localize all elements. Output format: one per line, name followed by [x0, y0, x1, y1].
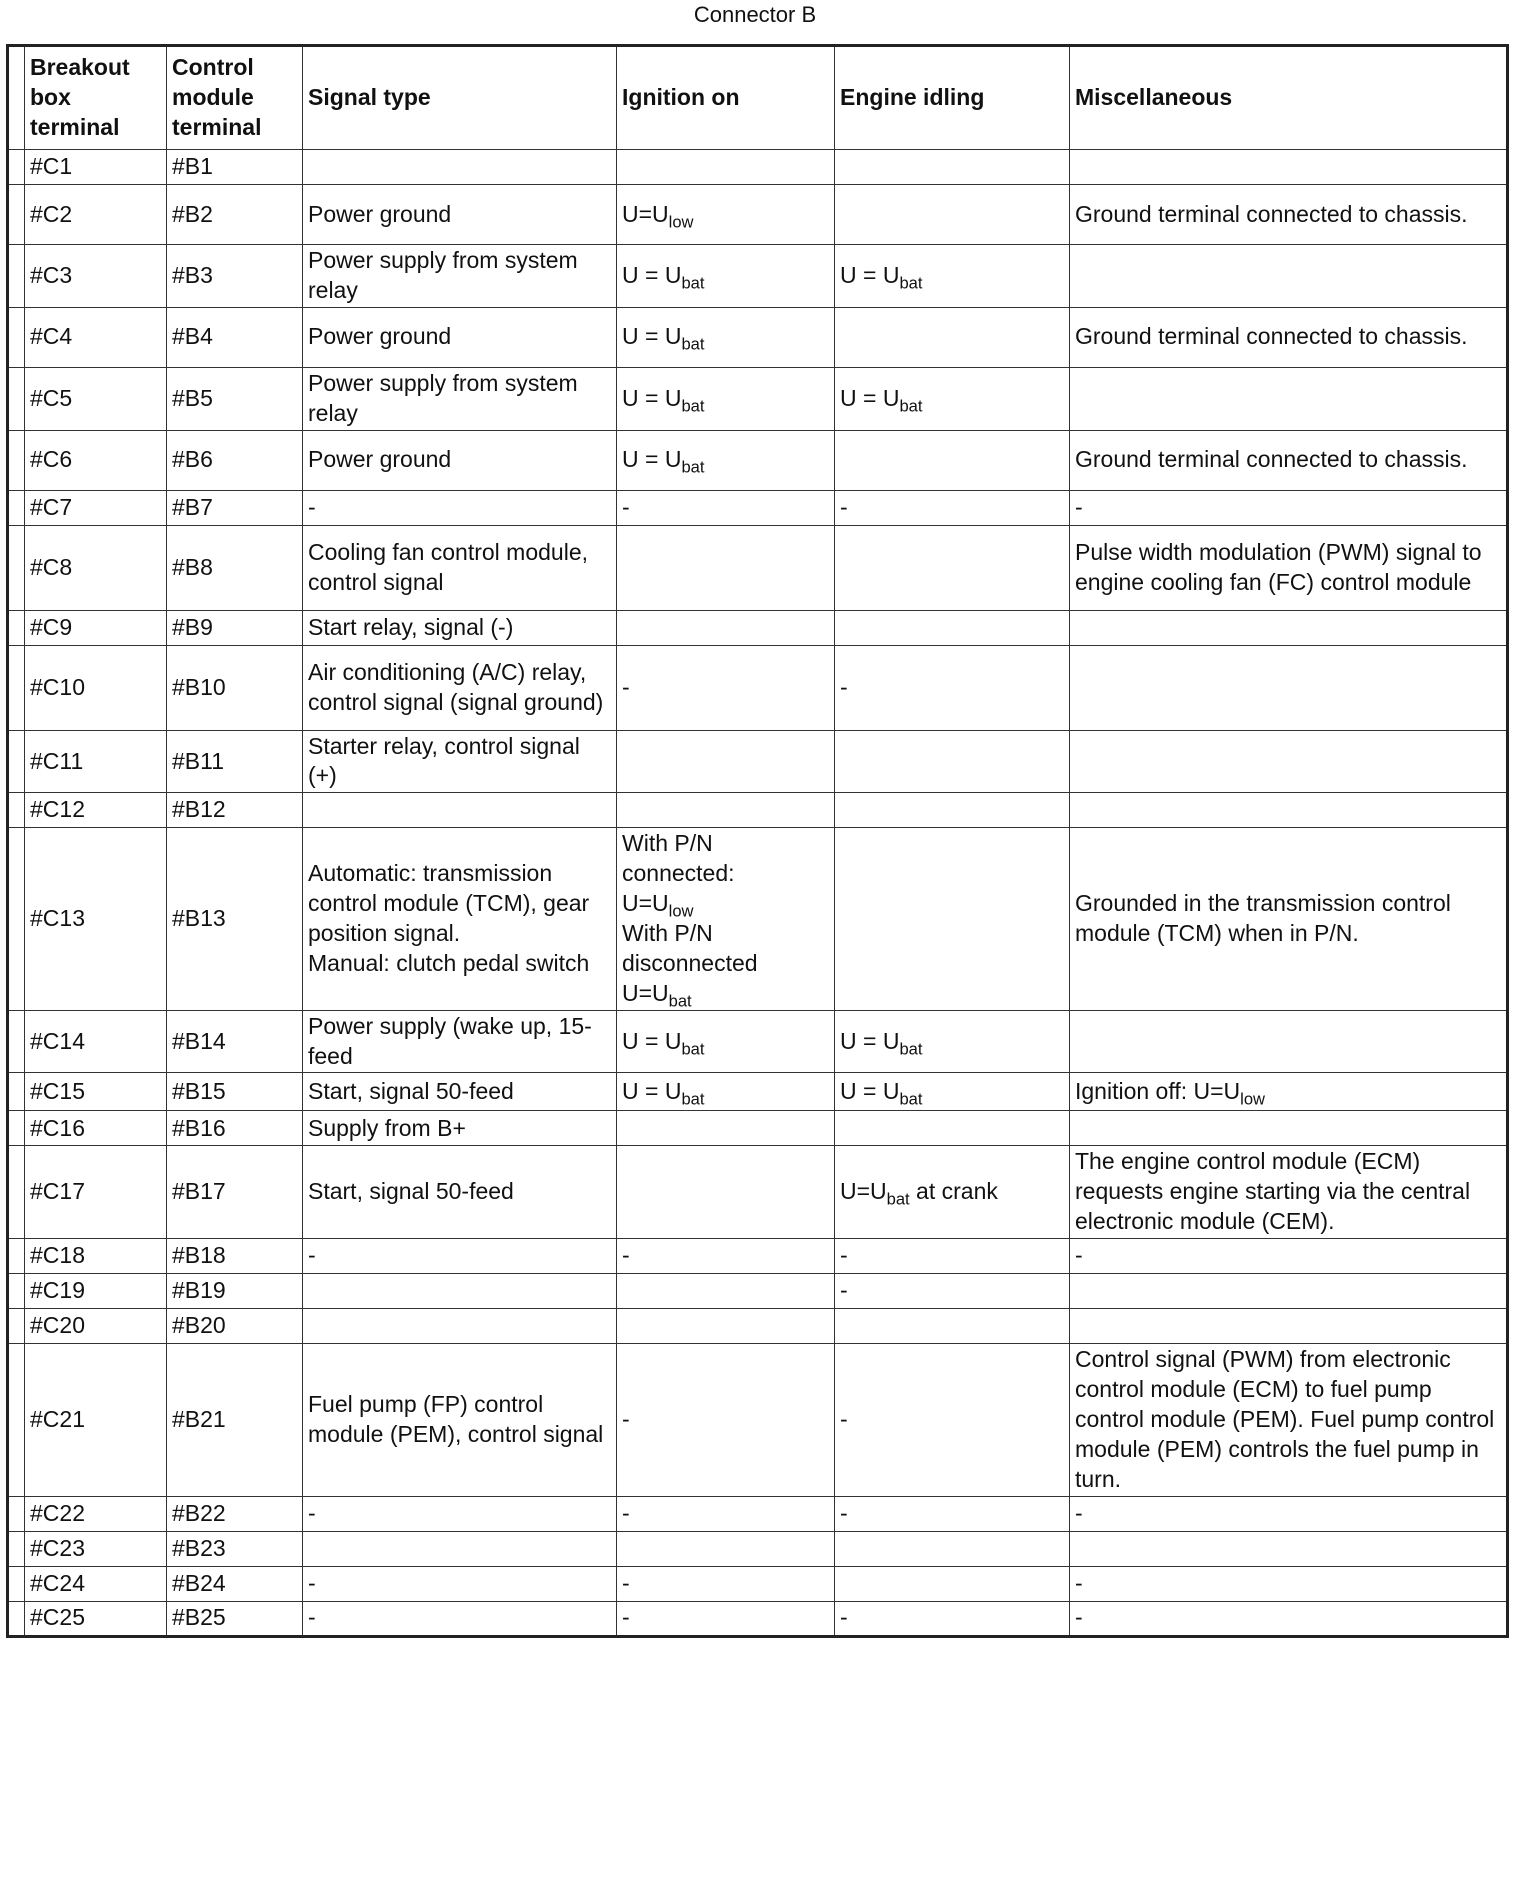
- table-row: [8, 490, 1508, 525]
- control-terminal-cell: #B3: [167, 245, 303, 308]
- gutter-cell: [8, 1309, 25, 1344]
- engine-idling-cell: [835, 185, 1070, 245]
- ignition-on-cell: [617, 730, 835, 793]
- gutter-cell: [8, 1239, 25, 1274]
- breakout-terminal-cell: #C4: [25, 307, 167, 367]
- breakout-terminal-cell: #C13: [25, 828, 167, 1010]
- gutter-cell: [8, 1010, 25, 1073]
- table-row: [8, 1344, 1508, 1496]
- table-row: [8, 793, 1508, 828]
- table-row: [8, 610, 1508, 645]
- signal-type-cell: [303, 150, 617, 185]
- ignition-on-cell: $U = U_{bat}$: [617, 430, 835, 490]
- gutter-cell: [8, 525, 25, 610]
- ignition-on-cell: $U = U_{bat}$: [617, 1010, 835, 1073]
- header-control-terminal: Control module terminal: [167, 46, 303, 150]
- breakout-terminal-cell: #C20: [25, 1309, 167, 1344]
- control-terminal-cell: #B19: [167, 1274, 303, 1309]
- table-row: [8, 367, 1508, 430]
- engine-idling-cell: [835, 1566, 1070, 1601]
- engine-idling-cell: -: [835, 1344, 1070, 1496]
- control-terminal-cell: #B1: [167, 150, 303, 185]
- table-row: [8, 1309, 1508, 1344]
- gutter-cell: [8, 645, 25, 730]
- table-row: [8, 1010, 1508, 1073]
- gutter-cell: [8, 610, 25, 645]
- miscellaneous-cell: Grounded in the transmission control module (TCM) when in P/N.: [1070, 828, 1508, 1010]
- miscellaneous-cell: Ground terminal connected to chassis.: [1070, 307, 1508, 367]
- engine-idling-cell: [835, 1309, 1070, 1344]
- breakout-terminal-cell: #C6: [25, 430, 167, 490]
- signal-type-cell: Power ground: [303, 185, 617, 245]
- control-terminal-cell: #B16: [167, 1111, 303, 1146]
- signal-type-cell: Supply from B+: [303, 1111, 617, 1146]
- miscellaneous-cell: [1070, 1309, 1508, 1344]
- engine-idling-cell: -: [835, 1496, 1070, 1531]
- table-row: [8, 1531, 1508, 1566]
- control-terminal-cell: #B25: [167, 1601, 303, 1636]
- engine-idling-cell: $U = U_{bat}$: [835, 367, 1070, 430]
- miscellaneous-cell: [1070, 150, 1508, 185]
- control-terminal-cell: #B11: [167, 730, 303, 793]
- table-row: [8, 525, 1508, 610]
- signal-type-cell: -: [303, 1496, 617, 1531]
- ignition-on-cell: -: [617, 1496, 835, 1531]
- engine-idling-cell: [835, 828, 1070, 1010]
- control-terminal-cell: #B12: [167, 793, 303, 828]
- gutter-cell: [8, 1274, 25, 1309]
- header-row: [8, 46, 1508, 150]
- ignition-on-cell: -: [617, 1344, 835, 1496]
- control-terminal-cell: #B20: [167, 1309, 303, 1344]
- gutter-cell: [8, 245, 25, 308]
- ignition-on-cell: $U = U_{bat}$: [617, 307, 835, 367]
- miscellaneous-cell: -: [1070, 1239, 1508, 1274]
- signal-type-cell: Fuel pump (FP) control module (PEM), control signal: [303, 1344, 617, 1496]
- gutter-cell: [8, 828, 25, 1010]
- breakout-terminal-cell: #C7: [25, 490, 167, 525]
- page-title: Connector B: [693, 2, 817, 27]
- breakout-terminal-cell: #C12: [25, 793, 167, 828]
- control-terminal-cell: #B8: [167, 525, 303, 610]
- breakout-terminal-cell: #C2: [25, 185, 167, 245]
- breakout-terminal-cell: #C25: [25, 1601, 167, 1636]
- table-row: [8, 150, 1508, 185]
- miscellaneous-cell: Ground terminal connected to chassis.: [1070, 430, 1508, 490]
- table-row: [8, 1601, 1508, 1636]
- control-terminal-cell: #B2: [167, 185, 303, 245]
- ignition-on-cell: [617, 1531, 835, 1566]
- signal-type-cell: Power ground: [303, 307, 617, 367]
- ignition-on-cell: -: [617, 490, 835, 525]
- signal-type-cell: Start, signal 50-feed: [303, 1073, 617, 1111]
- engine-idling-cell: [835, 793, 1070, 828]
- engine-idling-cell: $U = U_{bat}$: [835, 245, 1070, 308]
- ignition-on-cell: [617, 793, 835, 828]
- ignition-on-cell: [617, 610, 835, 645]
- gutter-cell: [8, 46, 25, 150]
- table-row: [8, 1496, 1508, 1531]
- miscellaneous-cell: [1070, 245, 1508, 308]
- signal-type-cell: Starter relay, control signal (+): [303, 730, 617, 793]
- control-terminal-cell: #B7: [167, 490, 303, 525]
- breakout-terminal-cell: #C1: [25, 150, 167, 185]
- miscellaneous-cell: [1070, 367, 1508, 430]
- gutter-cell: [8, 1073, 25, 1111]
- gutter-cell: [8, 730, 25, 793]
- header-miscellaneous: Miscellaneous: [1070, 46, 1508, 150]
- header-breakout-terminal: Breakout box terminal: [25, 46, 167, 150]
- ignition-on-cell: -: [617, 1601, 835, 1636]
- miscellaneous-cell: Pulse width modulation (PWM) signal to engine cooling fan (FC) control module: [1070, 525, 1508, 610]
- signal-type-cell: Start relay, signal (-): [303, 610, 617, 645]
- engine-idling-cell: [835, 730, 1070, 793]
- gutter-cell: [8, 1146, 25, 1239]
- header-engine-idling: Engine idling: [835, 46, 1070, 150]
- miscellaneous-cell: [1070, 1111, 1508, 1146]
- control-terminal-cell: #B10: [167, 645, 303, 730]
- breakout-terminal-cell: #C15: [25, 1073, 167, 1111]
- breakout-terminal-cell: #C11: [25, 730, 167, 793]
- miscellaneous-cell: -: [1070, 490, 1508, 525]
- engine-idling-cell: -: [835, 1601, 1070, 1636]
- engine-idling-cell: $U = U_{bat}$: [835, 1010, 1070, 1073]
- signal-type-cell: Air conditioning (A/C) relay, control signal (signal ground): [303, 645, 617, 730]
- breakout-terminal-cell: #C23: [25, 1531, 167, 1566]
- signal-type-cell: [303, 793, 617, 828]
- ignition-on-cell: [617, 1309, 835, 1344]
- miscellaneous-cell: [1070, 730, 1508, 793]
- engine-idling-cell: [835, 525, 1070, 610]
- breakout-terminal-cell: #C8: [25, 525, 167, 610]
- gutter-cell: [8, 1566, 25, 1601]
- ignition-on-cell: -: [617, 1566, 835, 1601]
- engine-idling-cell: [835, 150, 1070, 185]
- engine-idling-cell: -: [835, 490, 1070, 525]
- engine-idling-cell: [835, 1531, 1070, 1566]
- ignition-on-cell: -: [617, 645, 835, 730]
- breakout-terminal-cell: #C22: [25, 1496, 167, 1531]
- breakout-terminal-cell: #C16: [25, 1111, 167, 1146]
- gutter-cell: [8, 1601, 25, 1636]
- control-terminal-cell: #B13: [167, 828, 303, 1010]
- gutter-cell: [8, 793, 25, 828]
- header-signal-type: Signal type: [303, 46, 617, 150]
- miscellaneous-cell: [1070, 793, 1508, 828]
- engine-idling-cell: -: [835, 645, 1070, 730]
- signal-type-cell: [303, 1531, 617, 1566]
- engine-idling-cell: $U=U_{bat}$ at crank: [835, 1146, 1070, 1239]
- signal-type-cell: [303, 1309, 617, 1344]
- table-row: [8, 245, 1508, 308]
- breakout-terminal-cell: #C19: [25, 1274, 167, 1309]
- signal-type-cell: -: [303, 1601, 617, 1636]
- signal-type-cell: Automatic: transmission control module (TCM), gear position signal. Manual: clutch pedal switch: [303, 828, 617, 1010]
- engine-idling-cell: -: [835, 1274, 1070, 1309]
- connector-table: [6, 44, 1509, 1638]
- table-row: [8, 185, 1508, 245]
- gutter-cell: [8, 1531, 25, 1566]
- gutter-cell: [8, 1496, 25, 1531]
- gutter-cell: [8, 1344, 25, 1496]
- signal-type-cell: [303, 1274, 617, 1309]
- gutter-cell: [8, 490, 25, 525]
- control-terminal-cell: #B22: [167, 1496, 303, 1531]
- signal-type-cell: Power supply from system relay: [303, 367, 617, 430]
- table-row: [8, 645, 1508, 730]
- table-row: [8, 307, 1508, 367]
- miscellaneous-cell: Control signal (PWM) from electronic control module (ECM) to fuel pump control module (PEM). Fuel pump control module (PEM) controls the fuel pump in turn.: [1070, 1344, 1508, 1496]
- table-row: [8, 1274, 1508, 1309]
- engine-idling-cell: $U = U_{bat}$: [835, 1073, 1070, 1111]
- miscellaneous-cell: [1070, 1531, 1508, 1566]
- breakout-terminal-cell: #C17: [25, 1146, 167, 1239]
- signal-type-cell: Power supply (wake up, 15-feed: [303, 1010, 617, 1073]
- miscellaneous-cell: [1070, 1274, 1508, 1309]
- gutter-cell: [8, 307, 25, 367]
- table-row: [8, 1073, 1508, 1111]
- miscellaneous-cell: [1070, 1010, 1508, 1073]
- control-terminal-cell: #B9: [167, 610, 303, 645]
- signal-type-cell: -: [303, 490, 617, 525]
- engine-idling-cell: [835, 430, 1070, 490]
- breakout-terminal-cell: #C5: [25, 367, 167, 430]
- breakout-terminal-cell: #C21: [25, 1344, 167, 1496]
- ignition-on-cell: $U = U_{bat}$: [617, 1073, 835, 1111]
- header-ignition-on: Ignition on: [617, 46, 835, 150]
- ignition-on-cell: $U=U_{low}$: [617, 185, 835, 245]
- breakout-terminal-cell: #C18: [25, 1239, 167, 1274]
- ignition-on-cell: [617, 1146, 835, 1239]
- engine-idling-cell: -: [835, 1239, 1070, 1274]
- miscellaneous-cell: -: [1070, 1566, 1508, 1601]
- table-row: [8, 828, 1508, 1010]
- control-terminal-cell: #B14: [167, 1010, 303, 1073]
- control-terminal-cell: #B17: [167, 1146, 303, 1239]
- table-row: [8, 1566, 1508, 1601]
- gutter-cell: [8, 150, 25, 185]
- breakout-terminal-cell: #C10: [25, 645, 167, 730]
- signal-type-cell: Power ground: [303, 430, 617, 490]
- signal-type-cell: Start, signal 50-feed: [303, 1146, 617, 1239]
- table-row: [8, 1146, 1508, 1239]
- table-row: [8, 730, 1508, 793]
- signal-type-cell: Cooling fan control module, control signal: [303, 525, 617, 610]
- ignition-on-cell: [617, 525, 835, 610]
- control-terminal-cell: #B4: [167, 307, 303, 367]
- ignition-on-cell: [617, 150, 835, 185]
- control-terminal-cell: #B18: [167, 1239, 303, 1274]
- table-row: [8, 430, 1508, 490]
- ignition-on-cell: $U = U_{bat}$: [617, 367, 835, 430]
- engine-idling-cell: [835, 1111, 1070, 1146]
- control-terminal-cell: #B15: [167, 1073, 303, 1111]
- gutter-cell: [8, 430, 25, 490]
- engine-idling-cell: [835, 610, 1070, 645]
- ignition-on-cell: With P/N connected: $U=U_{low}$ With P/N disconnected $U=U_{bat}$: [617, 828, 835, 1010]
- breakout-terminal-cell: #C9: [25, 610, 167, 645]
- ignition-on-cell: [617, 1111, 835, 1146]
- breakout-terminal-cell: #C24: [25, 1566, 167, 1601]
- control-terminal-cell: #B24: [167, 1566, 303, 1601]
- breakout-terminal-cell: #C3: [25, 245, 167, 308]
- miscellaneous-cell: -: [1070, 1601, 1508, 1636]
- control-terminal-cell: #B23: [167, 1531, 303, 1566]
- miscellaneous-cell: Ignition off: $U=U_{low}$: [1070, 1073, 1508, 1111]
- breakout-terminal-cell: #C14: [25, 1010, 167, 1073]
- miscellaneous-cell: [1070, 610, 1508, 645]
- miscellaneous-cell: -: [1070, 1496, 1508, 1531]
- signal-type-cell: Power supply from system relay: [303, 245, 617, 308]
- control-terminal-cell: #B6: [167, 430, 303, 490]
- miscellaneous-cell: [1070, 645, 1508, 730]
- engine-idling-cell: [835, 307, 1070, 367]
- ignition-on-cell: $U = U_{bat}$: [617, 245, 835, 308]
- table-row: [8, 1239, 1508, 1274]
- signal-type-cell: -: [303, 1239, 617, 1274]
- ignition-on-cell: -: [617, 1239, 835, 1274]
- control-terminal-cell: #B5: [167, 367, 303, 430]
- control-terminal-cell: #B21: [167, 1344, 303, 1496]
- miscellaneous-cell: Ground terminal connected to chassis.: [1070, 185, 1508, 245]
- table-row: [8, 1111, 1508, 1146]
- gutter-cell: [8, 1111, 25, 1146]
- miscellaneous-cell: The engine control module (ECM) requests engine starting via the central electronic module (CEM).: [1070, 1146, 1508, 1239]
- gutter-cell: [8, 185, 25, 245]
- gutter-cell: [8, 367, 25, 430]
- ignition-on-cell: [617, 1274, 835, 1309]
- signal-type-cell: -: [303, 1566, 617, 1601]
